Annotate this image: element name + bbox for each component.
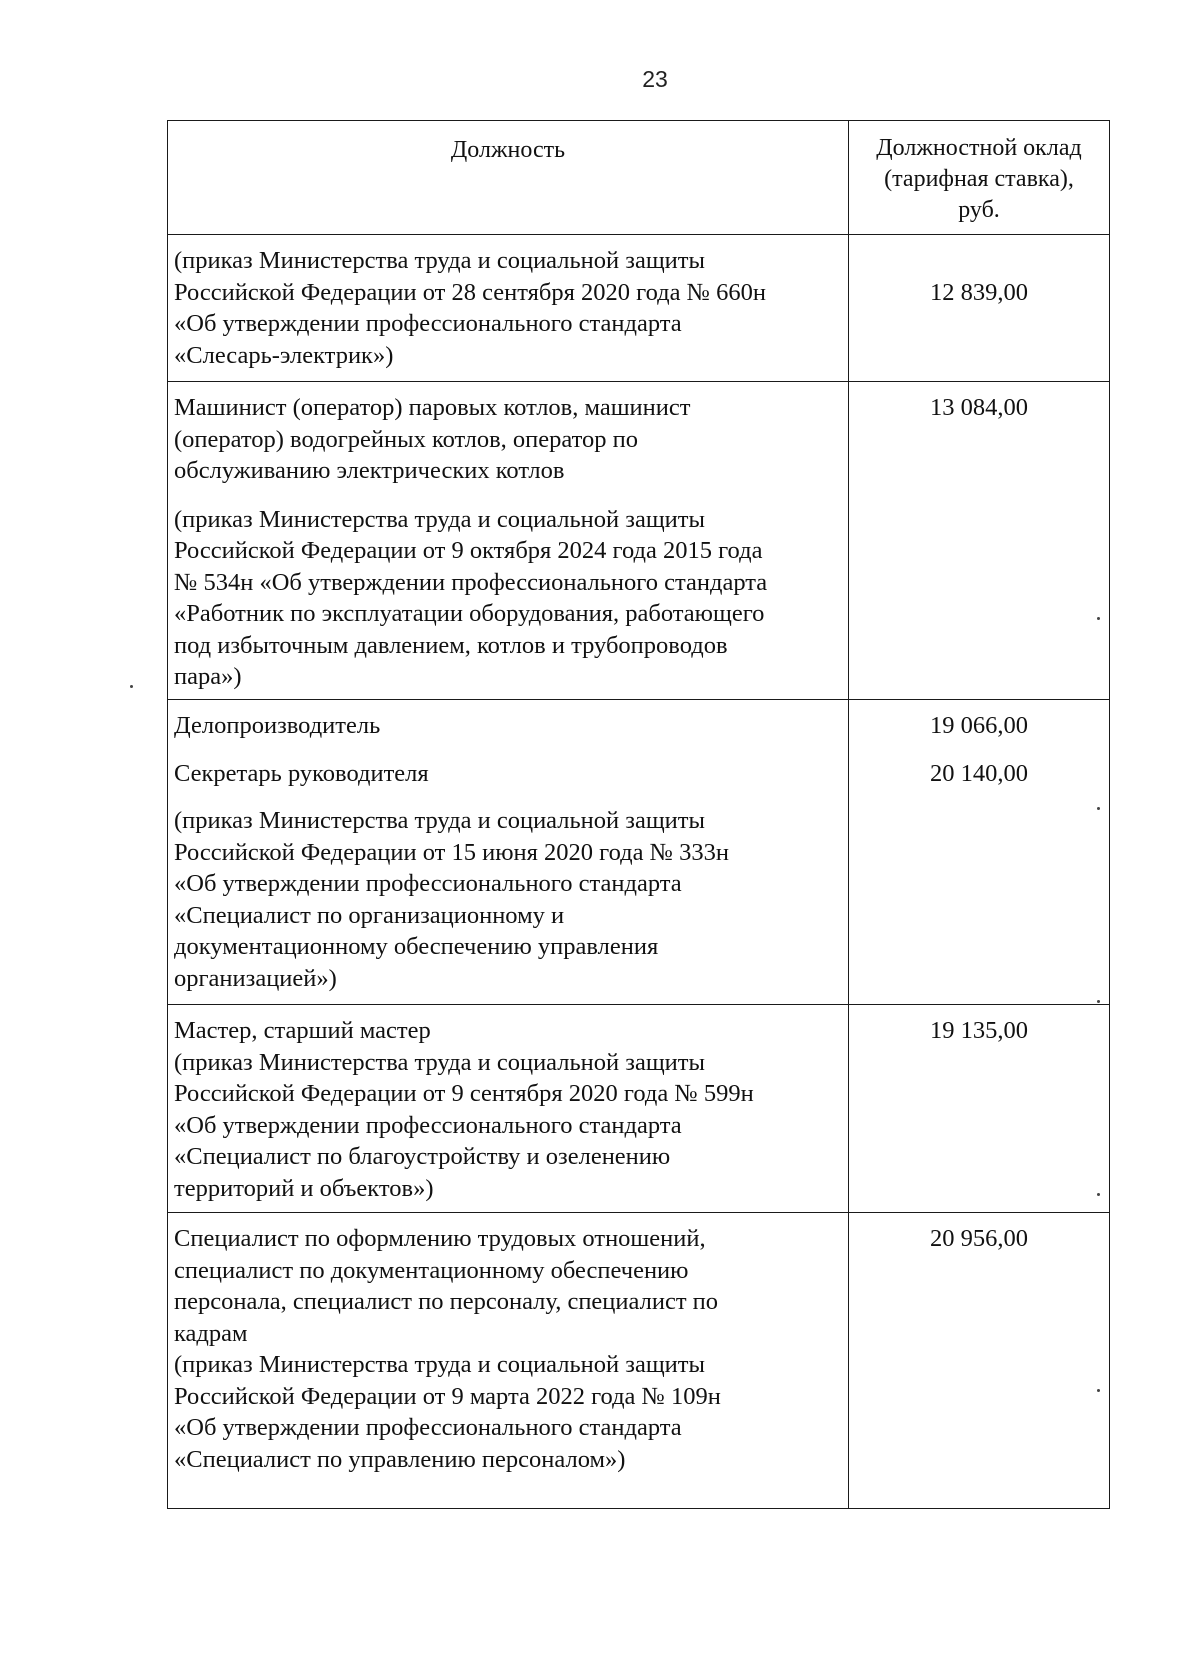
- position-cell: [168, 235, 849, 382]
- table-row: [168, 1213, 1110, 1509]
- scan-speck: [1097, 1193, 1100, 1196]
- salary-cell: [849, 1005, 1110, 1213]
- position-text: (приказ Министерства труда и социальной защиты Российской Федерации от 28 сентября 2020 года № 660н «Об утверждении профессионального стандарта «Слесарь-электрик»): [174, 247, 766, 369]
- table-row: [168, 382, 1110, 700]
- position-order-text: (приказ Министерства труда и социальной защиты Российской Федерации от 15 июня 2020 года № 333н «Об утверждении профессионального стандарта «Специалист по организационному и документационному обеспечению управления организацией»): [174, 807, 729, 992]
- header-salary: [849, 121, 1110, 235]
- salary-cell: [849, 1213, 1110, 1509]
- salary-cell: [849, 382, 1110, 700]
- position-text: Делопроизводитель: [174, 712, 381, 739]
- position-cell: [168, 700, 849, 1005]
- salary-cell: [849, 235, 1110, 382]
- scan-speck: [1097, 1000, 1100, 1003]
- scan-speck: [1097, 1389, 1100, 1392]
- position-cell: [168, 1005, 849, 1213]
- position-text: Мастер, старший мастер (приказ Министерства труда и социальной защиты Российской Федерации от 9 сентября 2020 года № 599н «Об утверждении профессионального стандарта «Специалист по благоустройству и озеленению территорий и объектов»): [174, 1017, 754, 1202]
- salary-value: 19 066,00: [930, 712, 1028, 739]
- salary-value: 20 956,00: [930, 1225, 1028, 1252]
- position-cell: [168, 382, 849, 700]
- header-position: [168, 121, 849, 235]
- table-row: [168, 700, 1110, 1005]
- position-cell: [168, 1213, 849, 1509]
- salary-value: 19 135,00: [930, 1017, 1028, 1044]
- page-number: 23: [642, 66, 668, 92]
- table-row: [168, 235, 1110, 382]
- position-text: Специалист по оформлению трудовых отношений, специалист по документационному обеспечению персонала, специалист по персоналу, специалист по кадрам (приказ Министерства труда и социальной защиты Российской Федерации от 9 марта 2022 года № 109н «Об утверждении профессионального стандарта «Специалист по управлению персоналом»): [174, 1225, 721, 1473]
- salary-value: 13 084,00: [930, 394, 1028, 421]
- position-order-text: (приказ Министерства труда и социальной защиты Российской Федерации от 9 октября 2024 года 2015 года № 534н «Об утверждении профессионального стандарта «Работник по эксплуатации оборудования, работающего под избыточным давлением, котлов и трубопроводов пара»): [174, 505, 768, 690]
- header-salary-label: Должностной оклад (тарифная ставка), руб.: [876, 135, 1082, 223]
- table-header-row: [168, 121, 1110, 235]
- position-text: Секретарь руководителя: [174, 759, 429, 787]
- table-row: [168, 1005, 1110, 1213]
- salary-value: 12 839,00: [930, 279, 1028, 306]
- header-position-label: Должность: [450, 137, 566, 163]
- scan-speck: [1097, 807, 1100, 810]
- salary-cell: [849, 700, 1110, 1005]
- salary-table: [167, 120, 1110, 1509]
- position-text: Машинист (оператор) паровых котлов, машинист (оператор) водогрейных котлов, оператор по обслуживанию электрических котлов: [174, 394, 691, 484]
- salary-value: 20 140,00: [930, 759, 1028, 787]
- scan-speck: [130, 685, 133, 688]
- scan-speck: [1097, 617, 1100, 620]
